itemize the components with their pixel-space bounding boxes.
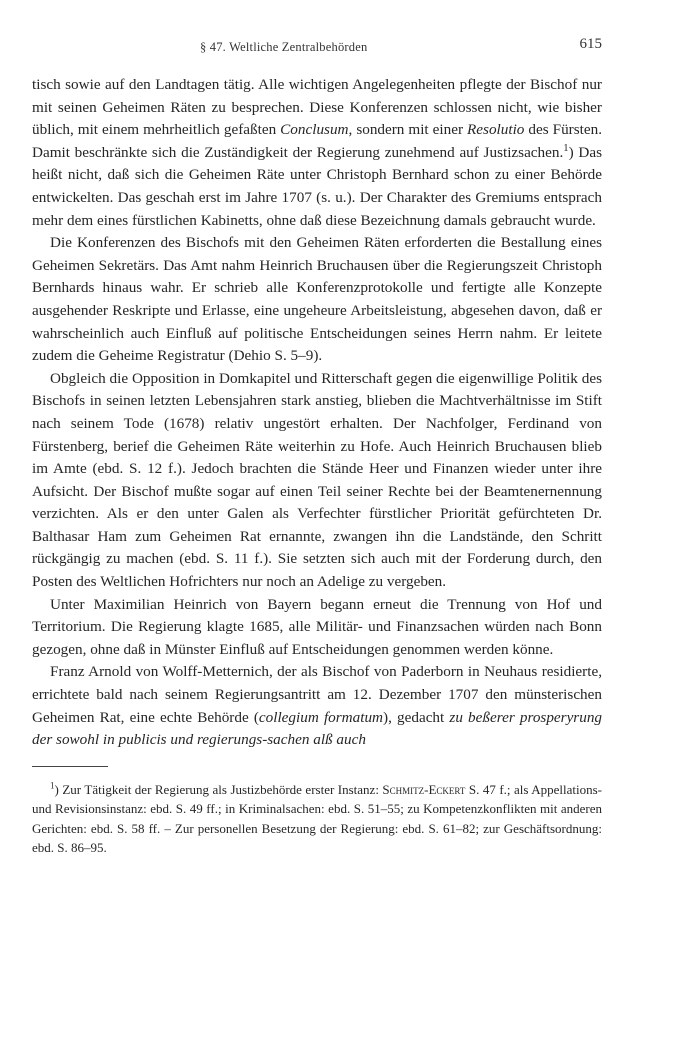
text-run: ) Zur Tätigkeit der Regierung als Justizbehörde erster Instanz: [54, 781, 383, 797]
text-run: S. 47 f.; als Appellations- und Revisionsinstanz: ebd. S. 49 ff.; in Kriminalsachen: ebd. S. 51–55; zu Kompetenzkonflikten mit anderen Gerichten: ebd. S. 58 ff. – Zur personellen Besetzung der Regierung: ebd. S. 61–82; zur Geschäftsordnung: ebd. S. 86–95. [32, 781, 602, 856]
footnote-divider [32, 766, 108, 767]
text-run: Die Konferenzen des Bischofs mit den Geheimen Räten erforderten die Bestallung eines Geheimen Sekretärs. Das Amt nahm Heinrich Bruchausen über die Regierungszeit Christoph Bernhards hinaus wahr. Er schrieb alle Konferenzprotokolle und fertigte alle Konzepte ausgehender Reskripte und Erlasse, eine ungeheure Arbeitsleistung, abgesehen davon, daß er wahrscheinlich auch Einfluß auf politische Entscheidungen seines Herrn nahm. Er leitete zudem die Geheime Registratur (Dehio S. 5–9). [32, 234, 602, 365]
text-run: ) Das heißt nicht, daß sich die Geheimen Räte unter Christoph Bernhard schon zu einer Behörde entwickelten. Das geschah erst im Jahre 1707 (s. u.). Der Charakter des Gremiums entsprach mehr dem eines fürstlichen Kabinetts, ohne daß diese Bezeichnung damals gebraucht wurde. [32, 143, 602, 229]
text-run: des Fürsten. Damit beschränkte sich die Zuständigkeit der Regierung zunehmend auf Justizsachen. [32, 121, 602, 161]
footnote [32, 780, 602, 858]
italic-text: collegium formatum [258, 708, 384, 726]
book-page [32, 36, 668, 871]
paragraph [32, 368, 602, 594]
text-run: , sondern mit einer [348, 121, 468, 139]
body-text [32, 74, 602, 752]
text-run: Obgleich die Opposition in Domkapitel und Ritterschaft gegen die eigenwillige Politik des Bischofs in seinen letzten Lebensjahren stark anstieg, blieben die Machtverhältnisse im Stift nach seinem Tode (1678) relativ ungestört erhalten. Der Nachfolger, Ferdinand von Fürstenberg, berief die Geheimen Räte weiterhin zu Hofe. Auch Heinrich Bruchausen blieb im Amte (ebd. S. 12 f.). Jedoch brachten die Stände Heer und Finanzen wieder unter ihre Aufsicht. Der Bischof mußte sogar auf einen Teil seiner Rechte bei der Beamtenernennung verzichten. Als er den unter Galen als Verfechter fürstlicher Priorität gefürchteten Dr. Balthasar Ham zum Geheimen Rat ernannte, zwangen ihn die Landstände, den Schritt rückgängig zu machen (ebd. S. 11 f.). Sie setzten sich auch mit der Forderung durch, den Posten des Weltlichen Hofrichters nur noch an Adelige zu vergeben. [32, 369, 602, 591]
footnote-marker: 1 [50, 780, 55, 791]
paragraph [32, 594, 602, 662]
paragraph [32, 661, 602, 751]
page-header [32, 36, 668, 58]
italic-text: Resolutio [467, 121, 525, 139]
running-title: § 47. Weltliche Zentralbehörden [200, 40, 368, 54]
italic-text: Conclusum [280, 121, 349, 139]
text-run: Franz Arnold von Wolff-Metternich, der als Bischof von Paderborn in Neuhaus residierte, errichtete bald nach seinem Regierungsantritt am 12. Dezember 1707 den münsterischen Geheimen Rat, eine echte Behörde ( [32, 663, 602, 726]
paragraph [32, 232, 602, 368]
text-run: ), gedacht [383, 708, 450, 726]
author-name: Schmitz-Eckert [382, 781, 466, 797]
page-number: 615 [579, 36, 602, 52]
paragraph [32, 74, 602, 232]
text-run: tisch sowie auf den Landtagen tätig. Alle wichtigen Angelegenheiten pflegte der Bischof nur mit seinen Geheimen Räten zu besprechen. Diese Konferenzen schlossen nicht, wie bisher üblich, mit einem mehrheitlich gefaßten [32, 76, 602, 139]
footnote-marker: 1 [563, 142, 569, 154]
italic-text: zu beßerer prosperyrung der sowohl in publicis und regierungs-sachen alß auch [32, 708, 603, 749]
text-run: Unter Maximilian Heinrich von Bayern begann erneut die Trennung von Hof und Territorium. Die Regierung klagte 1685, alle Militär- und Finanzsachen würden nach Bonn gezogen, ohne daß in Münster Einfluß auf Entscheidungen genommen werden könne. [32, 595, 602, 658]
